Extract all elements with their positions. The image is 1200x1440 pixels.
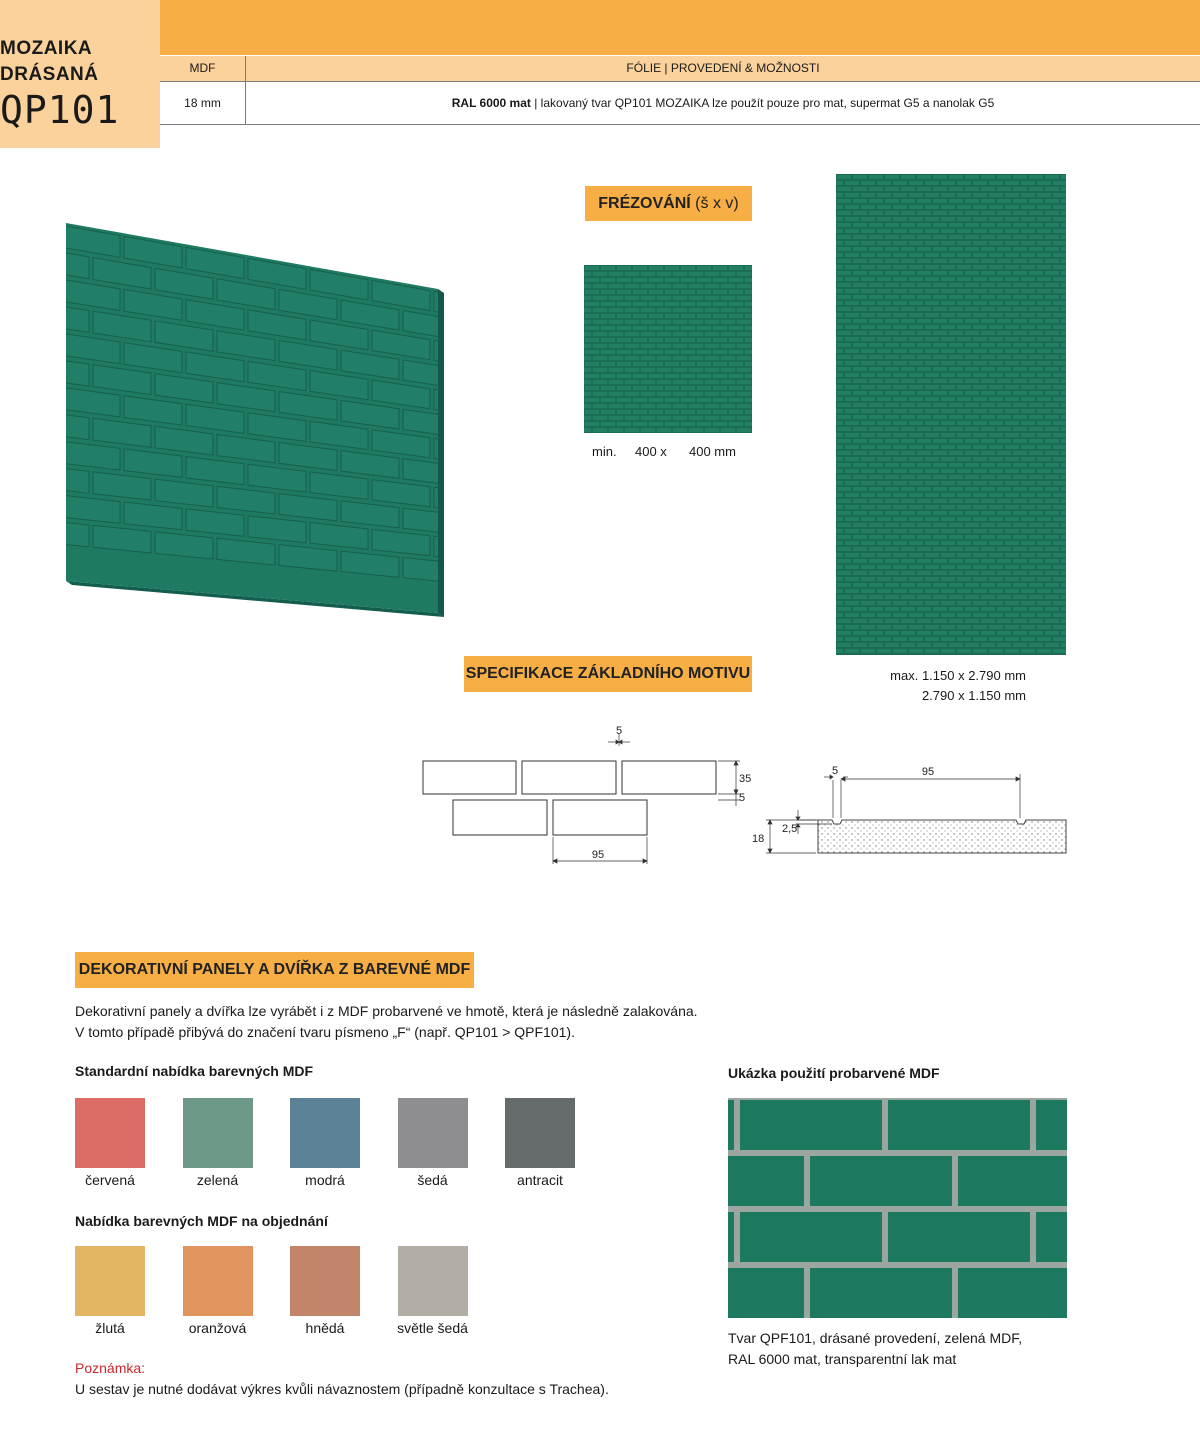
swatch-1 xyxy=(183,1098,253,1168)
swatch-label: antracit xyxy=(517,1172,563,1188)
sample-title: Ukázka použití probarvené MDF xyxy=(728,1065,940,1081)
product-name-line1: MOZAIKA xyxy=(0,38,93,59)
sample-brick-image xyxy=(728,1098,1067,1318)
product-code: QP101 xyxy=(0,88,120,132)
dim-gap-right: 5 xyxy=(739,792,746,804)
standard-colors-title: Standardní nabídka barevných MDF xyxy=(75,1063,314,1079)
swatch-3 xyxy=(398,1246,468,1316)
swatch-label: světle šedá xyxy=(397,1320,468,1336)
swatch-label: hnědá xyxy=(305,1320,345,1336)
brick-layout-diagram xyxy=(415,722,760,872)
min-size-width: 400 x xyxy=(635,444,667,459)
brick-1 xyxy=(423,761,516,794)
profile-cross-section xyxy=(748,760,1070,860)
folie-options: | lakovaný tvar QP101 MOZAIKA lze použít pouze pro mat, supermat G5 a nanolak G5 xyxy=(530,96,995,110)
min-size-height: 400 mm xyxy=(689,444,736,459)
min-size-prefix: min. xyxy=(592,444,617,459)
decor-label: DEKORATIVNÍ PANELY A DVÍŘKA Z BAREVNÉ MDF xyxy=(75,952,474,988)
milling-label-dims: (š x v) xyxy=(695,194,739,212)
profile-width: 95 xyxy=(921,766,935,778)
swatch-2 xyxy=(290,1246,360,1316)
brick-4 xyxy=(453,800,547,835)
swatch-1 xyxy=(183,1246,253,1316)
swatch-label: žlutá xyxy=(95,1320,125,1336)
dim-gap-top: 5 xyxy=(615,725,623,737)
mdf-thickness: 18 mm xyxy=(184,96,221,110)
note-title: Poznámka: xyxy=(75,1360,146,1376)
spec-label: SPECIFIKACE ZÁKLADNÍHO MOTIVU xyxy=(464,656,752,692)
dim-brick-width: 95 xyxy=(591,849,605,861)
profile-depth: 2,5 xyxy=(782,823,798,835)
panel-3d-illustration xyxy=(60,215,450,620)
note-text: U sestav je nutné dodávat výkres kvůli návaznostem (případně konzultace s Trachea). xyxy=(75,1381,609,1397)
sample-caption-line2: RAL 6000 mat, transparentní lak mat xyxy=(728,1351,957,1367)
column-header-mdf: MDF xyxy=(189,61,216,75)
decor-paragraph-line2: V tomto případě přibývá do značení tvaru písmeno „F“ (např. QP101 > QPF101). xyxy=(75,1024,575,1040)
column-header-folie: FÓLIE | PROVEDENÍ & MOŽNOSTI xyxy=(626,61,820,75)
swatch-0 xyxy=(75,1098,145,1168)
max-size-line2: 2.790 x 1.150 mm xyxy=(921,688,1026,703)
sample-caption-line1: Tvar QPF101, drásané provedení, zelená MDF, xyxy=(728,1330,1023,1346)
profile-board xyxy=(818,820,1066,853)
brick-3 xyxy=(622,761,716,794)
max-size-brick-pattern xyxy=(836,175,1066,655)
folie-ral: RAL 6000 mat xyxy=(451,96,531,110)
swatch-label: zelená xyxy=(196,1172,239,1188)
swatch-label: červená xyxy=(85,1172,135,1188)
milling-label xyxy=(585,186,752,221)
swatch-label: oranžová xyxy=(188,1320,247,1336)
order-colors-title: Nabídka barevných MDF na objednání xyxy=(75,1213,328,1229)
profile-thickness: 18 xyxy=(752,833,765,845)
decor-paragraph-line1: Dekorativní panely a dvířka lze vyrábět i z MDF probarvené ve hmotě, která je následně zalakována. xyxy=(75,1003,698,1019)
brick-5 xyxy=(553,800,647,835)
swatch-label: šedá xyxy=(417,1172,448,1188)
dim-brick-height: 35 xyxy=(739,773,752,785)
swatch-3 xyxy=(398,1098,468,1168)
max-size-sample xyxy=(836,174,1066,655)
swatch-0 xyxy=(75,1246,145,1316)
brick-2 xyxy=(522,761,616,794)
panel-edge xyxy=(438,289,444,617)
folie-description xyxy=(246,96,1200,110)
swatch-4 xyxy=(505,1098,575,1168)
milling-label-text: FRÉZOVÁNÍ xyxy=(598,194,691,212)
max-size-line1: max. 1.150 x 2.790 mm xyxy=(890,668,1026,683)
header-bar xyxy=(0,0,1200,55)
profile-gap: 5 xyxy=(831,765,839,777)
swatch-label: modrá xyxy=(305,1172,345,1188)
swatch-2 xyxy=(290,1098,360,1168)
min-size-sample xyxy=(584,265,752,433)
product-name-line2: DRÁSANÁ xyxy=(0,64,99,85)
